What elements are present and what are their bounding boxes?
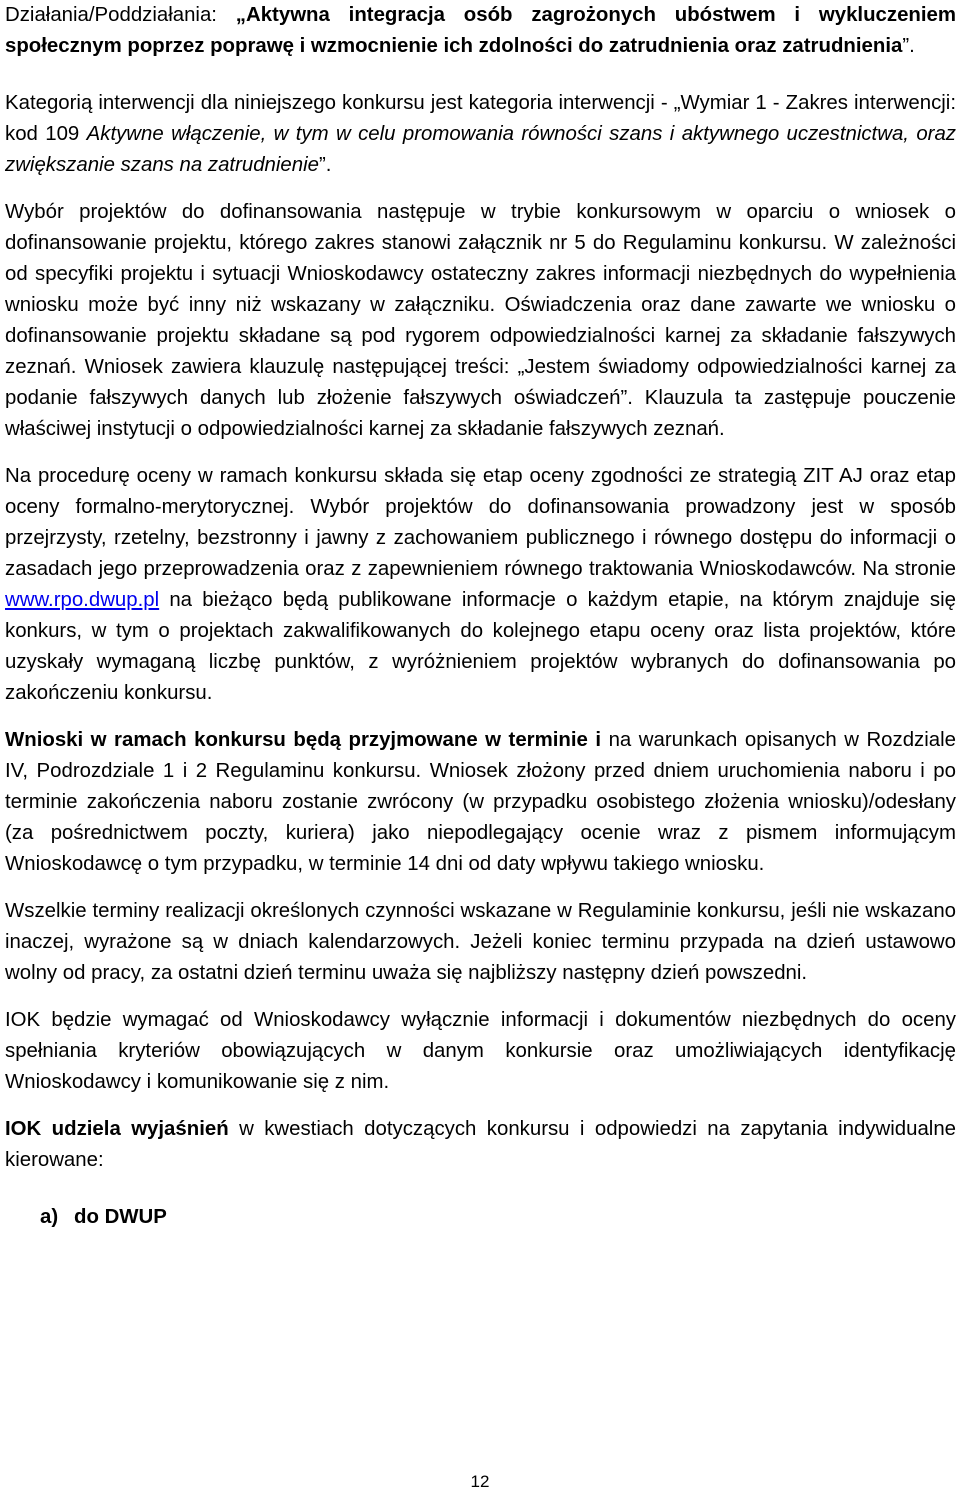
deadline-heading: Wnioski w ramach konkursu będą przyjmowane w terminie i <box>5 729 602 751</box>
paragraph-calendar-days: Wszelkie terminy realizacji określonych czynności wskazane w Regulaminie konkursu, jeśli nie wskazano inaczej, wyrażone są w dniach kalendarzowych. Jeżeli koniec terminu przypada na dzień ustawowo wolny od pracy, za ostatni dzień terminu uważa się najbliższy następny dzień powszedni. <box>5 900 956 984</box>
label-action: Działania/Poddziałania: <box>5 4 236 26</box>
deadline-text: na warunkach opisanych w Rozdziale IV, Podrozdziale 1 i 2 Regulaminu konkursu. Wniosek złożony przed dniem uruchomienia naboru i po terminie zakończenia naboru zostanie zwrócony (w przypadku osobistego złożenia wniosku)/odesłany (za pośrednictwem poczty, kuriera) jako niepodlegający ocenie wraz z pismem informującym Wnioskodawcę o tym przypadku, w terminie 14 dni od daty wpływu takiego wniosku. <box>5 729 956 875</box>
explanations-heading: IOK udziela wyjaśnień <box>5 1118 229 1140</box>
paragraph-evaluation-procedure <box>5 461 956 709</box>
explanations-text: w kwestiach dotyczących konkursu i odpowiedzi na zapytania indywidualne kierowane: <box>5 1118 956 1171</box>
list-item <box>40 1202 956 1233</box>
paragraph-iok-requirements: IOK będzie wymagać od Wnioskodawcy wyłącznie informacji i dokumentów niezbędnych do oceny spełniania kryteriów obowiązujących w danym konkursie oraz umożliwiających identyfikację Wnioskodawcy i komunikowanie się z nim. <box>5 1009 956 1093</box>
rpo-dwup-link[interactable]: www.rpo.dwup.pl <box>5 589 160 611</box>
action-title: „Aktywna integracja osób zagrożonych ubóstwem i wykluczeniem społecznym poprzez poprawę i wzmocnienie ich zdolności do zatrudnienia oraz zatrudnienia <box>5 4 957 57</box>
paragraph-intervention-category <box>5 88 956 181</box>
document-page <box>5 0 956 1233</box>
paragraph-application-deadline <box>5 725 956 880</box>
list-item-text: do DWUP <box>74 1206 167 1228</box>
closing-quote: ”. <box>902 35 915 57</box>
list-marker: a) <box>40 1206 59 1228</box>
intervention-intro: Kategorią interwencji dla niniejszego konkursu jest kategoria interwencji - „Wymiar 1 - Zakres interwencji: kod 109 <box>5 92 956 145</box>
intervention-code-description: Aktywne włączenie, w tym w celu promowania równości szans i aktywnego uczestnictwa, oraz zwiększanie szans na zatrudnienie <box>5 123 956 176</box>
page-number: 12 <box>470 1472 490 1491</box>
evaluation-text-cont: na bieżąco będą publikowane informacje o każdym etapie, na którym znajduje się konkurs, w tym o projektach zakwalifikowanych do kolejnego etapu oceny oraz lista projektów, które uzyskały wymaganą liczbę punktów, z wyróżnieniem projektów wybranych do dofinansowania po zakończeniu konkursu. <box>5 589 956 704</box>
paragraph-iok-explanations <box>5 1114 956 1176</box>
closing-quote: ”. <box>318 154 332 176</box>
paragraph-project-selection: Wybór projektów do dofinansowania następuje w trybie konkursowym w oparciu o wniosek o dofinansowanie projektu, którego zakres stanowi załącznik nr 5 do Regulaminu konkursu. W zależności od specyfiki projektu i sytuacji Wnioskodawcy ostateczny zakres informacji niezbędnych do wypełnienia wniosku może być inny niż wskazany w załączniku. Oświadczenia oraz dane zawarte we wniosku o dofinansowanie projektu składane są pod rygorem odpowiedzialności karnej za składanie fałszywych zeznań. Wniosek zawiera klauzulę następującej treści: „Jestem świadomy odpowiedzialności karnej za podanie fałszywych danych lub złożenie fałszywych oświadczeń”. Klauzula ta zastępuje pouczenie właściwej instytucji o odpowiedzialności karnej za składanie fałszywych zeznań. <box>5 201 956 440</box>
paragraph-action-name <box>5 0 956 62</box>
evaluation-text: Na procedurę oceny w ramach konkursu składa się etap oceny zgodności ze strategią ZIT AJ oraz etap oceny formalno-merytorycznej. Wybór projektów do dofinansowania prowadzony jest w sposób przejrzysty, rzetelny, bezstronny i jawny z zachowaniem publicznego i równego dostępu do informacji o zasadach jego przeprowadzenia oraz z zapewnieniem równego traktowania Wnioskodawców. Na stronie <box>5 465 956 580</box>
